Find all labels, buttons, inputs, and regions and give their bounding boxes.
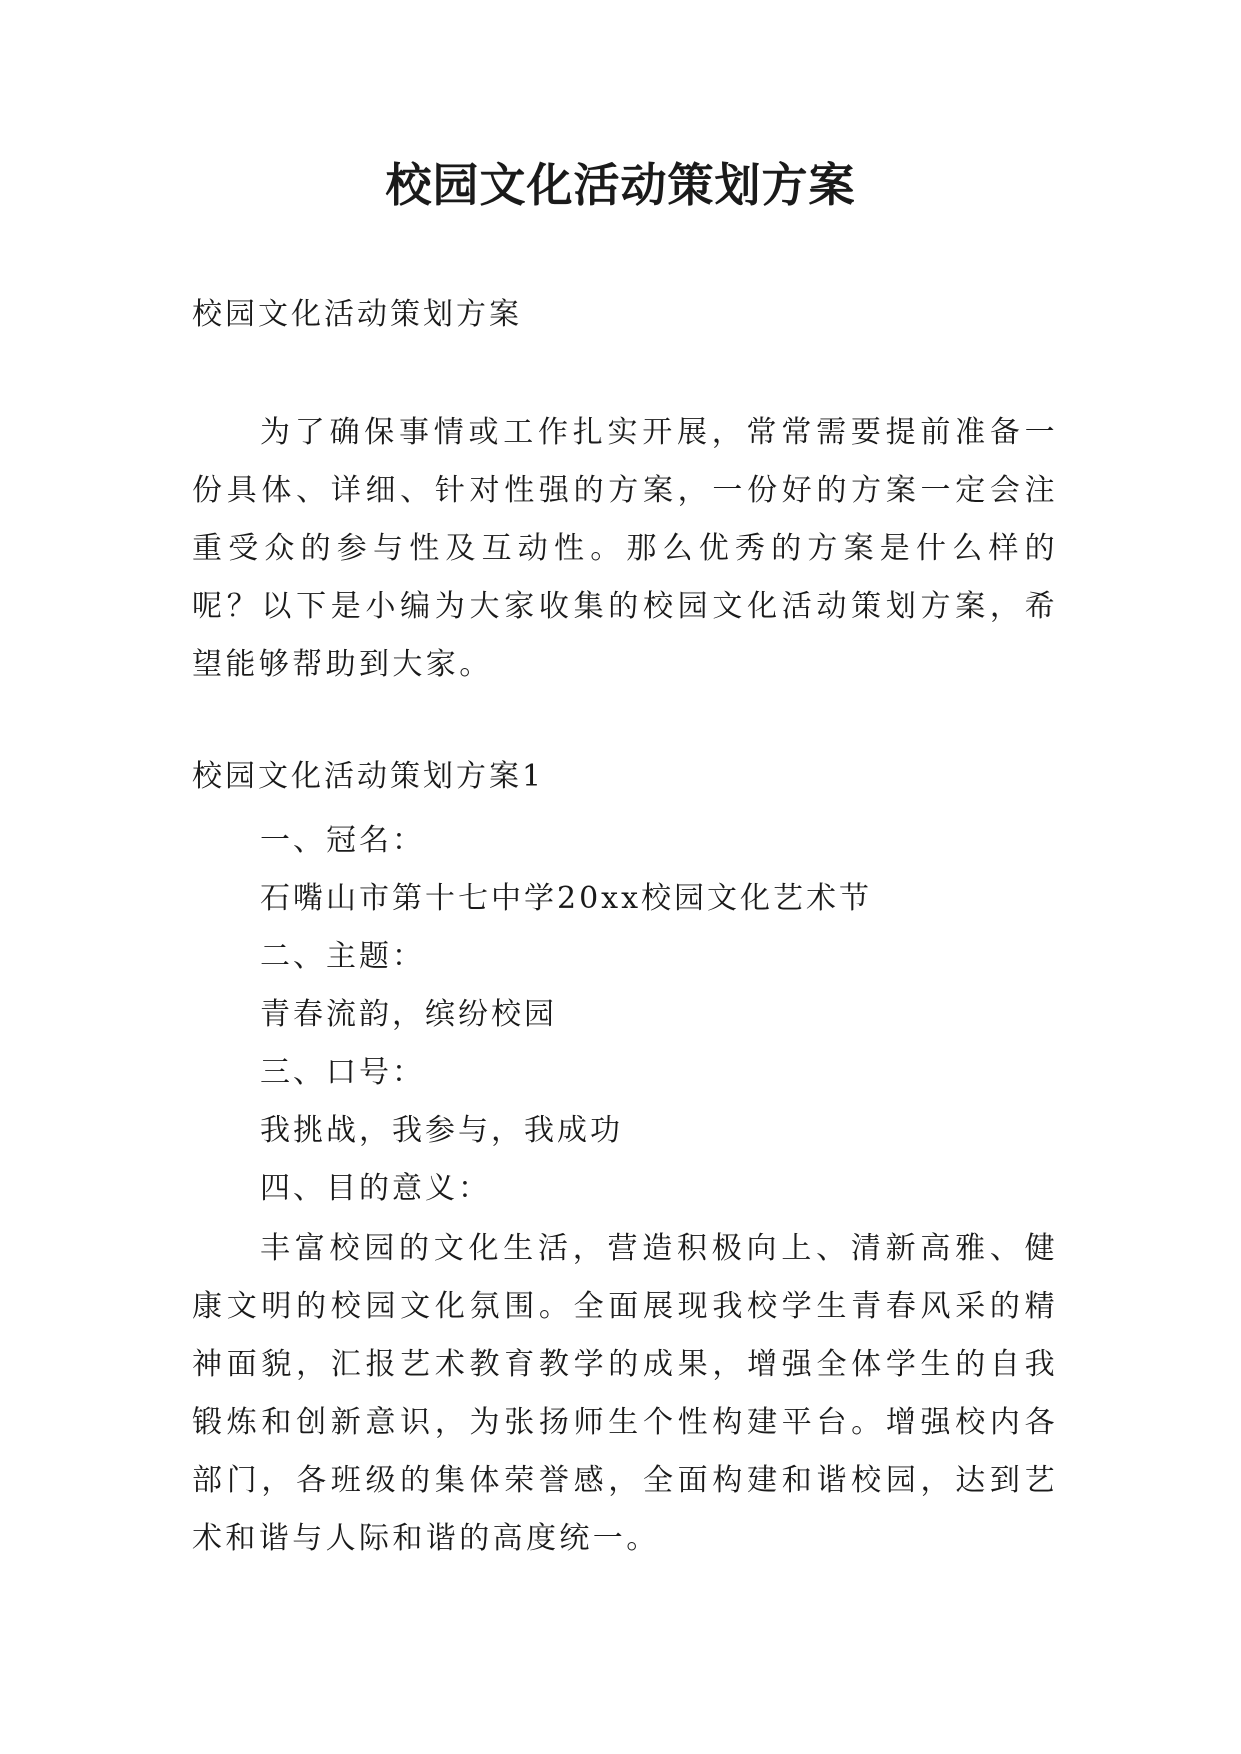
outline-naming-value: 石嘴山市第十七中学20xx校园文化艺术节 (260, 881, 873, 916)
outline-heading-purpose: 四、目的意义： (260, 1171, 491, 1206)
outline-list (260, 812, 1060, 1218)
outline-heading-theme: 二、主题： (260, 939, 425, 974)
purpose-paragraph: 丰富校园的文化生活，营造积极向上、清新高雅、健康文明的校园文化氛围。全面展现我校学生青春风采的精神面貌，汇报艺术教育教学的成果，增强全体学生的自我锻炼和创新意识，为张扬师生个性构建平台。增强校内各部门，各班级的集体荣誉感，全面构建和谐校园，达到艺术和谐与人际和谐的高度统一。 (192, 1231, 1058, 1556)
outline-heading-slogan: 三、口号： (260, 1055, 425, 1090)
document-subtitle: 校园文化活动策划方案 (192, 297, 522, 332)
document-title: 校园文化活动策划方案 (385, 158, 856, 212)
outline-heading-naming: 一、冠名： (260, 823, 425, 858)
outline-theme-value: 青春流韵，缤纷校园 (260, 997, 557, 1032)
section-heading: 校园文化活动策划方案1 (192, 759, 545, 794)
outline-slogan-value: 我挑战，我参与，我成功 (260, 1113, 623, 1148)
intro-paragraph: 为了确保事情或工作扎实开展，常常需要提前准备一份具体、详细、针对性强的方案，一份好的方案一定会注重受众的参与性及互动性。那么优秀的方案是什么样的呢？以下是小编为大家收集的校园文化活动策划方案，希望能够帮助到大家。 (192, 415, 1058, 682)
